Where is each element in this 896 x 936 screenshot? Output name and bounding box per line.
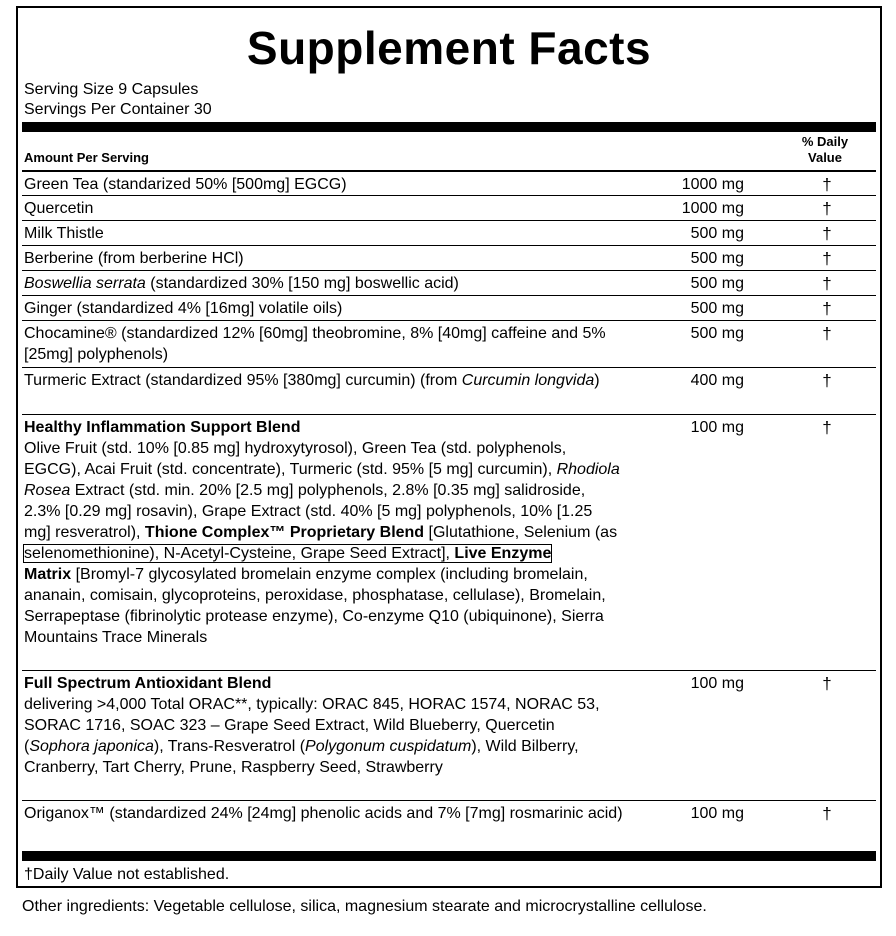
ingredient-daily-value: †: [822, 224, 832, 243]
table-row: [22, 220, 876, 245]
ingredient-name-italic: Curcumin longvida: [461, 372, 595, 389]
supplement-facts-panel: [16, 6, 882, 888]
table-row: [22, 800, 876, 846]
blend-text: Olive Fruit (std. 10% [0.85 mg] hydroxytyrosol), Green Tea (std. polyphenols, EGCG), Acai Fruit (std. concentrate), Turmeric (std. 95% [5 mg] curcumin),: [24, 440, 567, 478]
ingredient-name: Quercetin: [24, 200, 94, 217]
daily-value-header-line2: Value: [808, 150, 842, 165]
blend-title: Full Spectrum Antioxidant Blend: [24, 675, 272, 692]
ingredient-daily-value: †: [822, 199, 832, 218]
live-enzyme-text: [Bromyl-7 glycosylated bromelain enzyme complex (including bromelain, ananain, comisain, glycoproteins, peroxidase, phosphatase, cellulase), Bromelain, Serrapeptase (fibrinolytic protease enzyme), Co-enzyme Q10 (ubiquinone), Sierra Mountains Trace Minerals: [24, 566, 606, 646]
ingredient-amount: 500 mg: [690, 250, 744, 267]
ingredient-amount: 400 mg: [690, 372, 744, 389]
table-row-inflammation-blend: [22, 414, 876, 670]
ingredient-daily-value: †: [822, 371, 832, 390]
ingredient-daily-value: †: [822, 299, 832, 318]
ingredient-name-pre: Turmeric Extract (standardized 95% [380mg] curcumin) (from: [24, 372, 462, 389]
ingredient-daily-value: †: [822, 175, 832, 194]
ingredient-name: [24, 370, 624, 391]
table-row: [22, 195, 876, 220]
table-row: [22, 367, 876, 414]
ingredient-name: Berberine (from berberine HCl): [24, 250, 244, 267]
ingredient-amount: 500 mg: [690, 225, 744, 242]
amount-per-serving-header: Amount Per Serving: [24, 150, 149, 165]
ingredient-daily-value: †: [822, 324, 832, 343]
ingredient-amount: 1000 mg: [681, 176, 744, 193]
ingredient-amount: 1000 mg: [681, 200, 744, 217]
blend-description: [24, 417, 622, 648]
blend-text-italic: Rhodiola Rosea: [24, 461, 620, 499]
live-enzyme-title-cont: Matrix: [24, 566, 72, 583]
ingredient-name: Origanox™ (standardized 24% [24mg] phenolic acids and 7% [7mg] rosmarinic acid): [24, 805, 623, 822]
thione-complex-text: [Glutathione, Selenium (as: [424, 524, 618, 541]
blend-text: ), Trans-Resveratrol (: [153, 738, 306, 755]
ingredient-name-post: ): [594, 372, 600, 389]
blend-description: [24, 673, 622, 778]
blend-title: Healthy Inflammation Support Blend: [24, 419, 301, 436]
panel-title: Supplement Facts: [246, 22, 652, 74]
thick-divider-bottom: [22, 851, 876, 861]
ingredient-amount: 100 mg: [690, 805, 744, 822]
table-row: [22, 320, 876, 367]
table-row: [22, 170, 876, 195]
daily-value-footnote: †Daily Value not established.: [24, 866, 230, 883]
daily-value-header: [780, 134, 870, 166]
ingredient-amount: 100 mg: [690, 419, 744, 436]
table-row: [22, 270, 876, 295]
thione-complex-title: Thione Complex™ Proprietary Blend: [144, 524, 425, 541]
ingredient-name: Ginger (standardized 4% [16mg] volatile oils): [24, 300, 343, 317]
thick-divider-top: [22, 122, 876, 132]
blend-text: delivering >4,000 Total ORAC**, typically: ORAC 845, HORAC 1574, NORAC 53, SORAC 1716, SOAC 323 – Grape Seed Extract, Wild Blueberry, Quercetin (: [24, 696, 600, 755]
ingredient-name: [24, 273, 624, 294]
ingredient-amount: 500 mg: [690, 325, 744, 342]
ingredient-table: [22, 170, 876, 846]
ingredient-amount: 500 mg: [690, 275, 744, 292]
thione-complex-text-boxed: selenomethionine), N-Acetyl-Cysteine, Grape Seed Extract],: [24, 545, 455, 562]
other-ingredients: Other ingredients: Vegetable cellulose, silica, magnesium stearate and microcrystalline cellulose.: [22, 898, 707, 915]
ingredient-daily-value: †: [822, 804, 832, 823]
blend-text-italic: Polygonum cuspidatum: [305, 738, 472, 755]
ingredient-name-italic: Boswellia serrata: [24, 275, 146, 292]
boxed-ingredients: [24, 545, 551, 562]
daily-value-header-line1: % Daily: [801, 134, 849, 149]
table-row-antioxidant-blend: [22, 670, 876, 800]
ingredient-daily-value: †: [822, 418, 832, 437]
ingredient-name: Milk Thistle: [24, 225, 104, 242]
blend-text: ), Wild Bilberry, Cranberry, Tart Cherry, Prune, Raspberry Seed, Strawberry: [24, 738, 579, 776]
blend-text-italic: Sophora japonica: [29, 738, 154, 755]
ingredient-daily-value: †: [822, 274, 832, 293]
blend-text: Extract (std. min. 20% [2.5 mg] polyphenols, 2.8% [0.35 mg] salidroside, 2.3% [0.29 mg] rosavin), Grape Extract (std. 40% [5 mg] polyphenols, 10% [1.25 mg] resveratrol),: [24, 482, 593, 541]
ingredient-daily-value: †: [822, 674, 832, 693]
ingredient-name: Green Tea (standarized 50% [500mg] EGCG): [24, 176, 347, 193]
ingredient-daily-value: †: [822, 249, 832, 268]
live-enzyme-title: Live Enzyme: [454, 545, 552, 562]
table-row: [22, 295, 876, 320]
ingredient-name: Chocamine® (standardized 12% [60mg] theobromine, 8% [40mg] caffeine and 5% [25mg] polyphenols): [24, 325, 606, 363]
servings-per-container: Servings Per Container 30: [24, 101, 212, 118]
table-row: [22, 245, 876, 270]
ingredient-name-rest: (standardized 30% [150 mg] boswellic acid): [145, 275, 459, 292]
ingredient-amount: 100 mg: [690, 675, 744, 692]
ingredient-amount: 500 mg: [690, 300, 744, 317]
serving-size: Serving Size 9 Capsules: [24, 81, 199, 98]
